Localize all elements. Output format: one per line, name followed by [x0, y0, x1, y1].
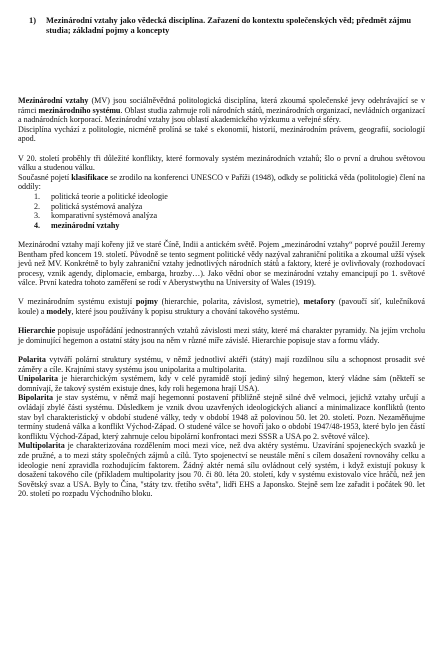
paragraph-conflicts: V 20. století proběhly tři důležité konflikty, které formovaly systém mezinárodních vztahů; šlo o první a druhou světovou válku a studenou válku. [18, 153, 425, 173]
heading-text: Mezinárodní vztahy jako vědecká disciplína. Zařazení do kontextu společenských věd; předmět zájmu studia; základní pojmy a koncepty [46, 16, 412, 36]
paragraph-definition: Mezinárodní vztahy (MV) jsou sociálněvědná politologická disciplína, která zkoumá společenské jevy odehrávající se v rámci mezinárodního systému. Oblast studia zahrnuje roli národních států, mezinárodních organizací, nevládních organizací a nadnárodních korporací. Mezinárodní vztahy jsou oblastí akademického výzkumu a veřejné sféry. [18, 96, 425, 125]
paragraph-concepts: V mezinárodním systému existují pojmy (hierarchie, polarita, závislost, symetrie), metafory (pavoučí síť, kulečníková koule) a modely, které jsou používány k popisu struktury a chování takového systému. [18, 297, 426, 317]
term-polarita: Polarita [18, 355, 46, 365]
term-modely: modely [46, 307, 72, 317]
document-body [18, 96, 425, 499]
list-item: 4. mezinárodní vztahy [34, 220, 120, 230]
term-metafory: metafory [303, 297, 335, 307]
term-mezinarodni-system: mezinárodního systému [38, 105, 121, 115]
paragraph-hierarchie: Hierarchie popisuje uspořádání jednostranných vztahů závislosti mezi státy, které má charakter pyramidy. Na jejím vrcholu je dominující hegemon a ostatní státy jsou na něm v různé míře závislé. Hierarchie popisuje stav a formu vlády. [18, 326, 425, 345]
term-multipolarita: Multipolarita [18, 441, 65, 451]
classification-list [18, 192, 425, 230]
list-item: 3. komparativní systémová analýza [34, 211, 158, 221]
paragraph-disciplines: Disciplína vychází z politologie, nicméně prolíná se také s ekonomií, historií, mezinárodním právem, geografií, sociologií apod. [18, 124, 425, 144]
heading-number: 1) [29, 16, 36, 25]
term-bipolarita: Bipolarita [18, 393, 54, 403]
paragraph-polarita: Polarita vytváří polární struktury systému, v němž jednotliví aktéři (státy) mají rozdílnou sílu a schopnost prosadit své záměry a cíle. Krajními stavy systému jsou unipolarita a multipolarita. [18, 355, 425, 374]
term-klasifikace: klasifikace [71, 172, 109, 182]
paragraph-unipolarita: Unipolarita je hierarchickým systémem, kdy v celé pyramidě stojí jediný silný hegemon, který vládne sám (někteří se domnívají, že takový systém existuje dnes, kdy roli hegemona hrají USA). [18, 374, 425, 393]
term-hierarchie: Hierarchie [18, 326, 56, 336]
term-pojmy: pojmy [135, 297, 158, 307]
term-unipolarita: Unipolarita [18, 374, 59, 384]
list-item: 1. politická teorie a politické ideologie [34, 191, 168, 201]
paragraph-multipolarita: Multipolarita je charakterizována rozdělením moci mezi více, než dva aktéry systému. Uzavírání spojeneckých svazků je zde pružné, a to mezi státy společných zájmů a cílů. Tyto spojenectví se neustále mění s cílem dosažení rovnováhy celku a ideologie není zpravidla rozhodujícím faktorem. Žádný aktér nemá sílu ovládnout celý systém, i když existují pokusy k dosažení takového cíle (příkladem multipolarity jsou 70. či 80. léta 20. století, kdy v systému existovalo více hráčů, než jen Sovětský svaz a USA. Byly to Čína, "státy tzv. třetího světa", lidři EHS a Japonsko. Stejně sem lze zařadit i počátek 90. let 20. století po rozpadu Východního bloku. [18, 441, 425, 499]
term-mezinarodni-vztahy: Mezinárodní vztahy [18, 96, 89, 105]
paragraph-bipolarita: Bipolarita je stav systému, v němž mají hegemonní postavení přibližně stejně silné dvě velmoci, jejichž vztahy určují a ovládají zbylé části systému. Důsledkem je vznik dvou uzavřených ideologických aliancí a minimalizace konfliktů (tento stav byl charakteristický v období studené války, tedy v období 1948 až polovinou 50. let 20. století. Pozn. Nezaměňujme termíny studená válka a konflikt Východ-Západ. O studené válce se hovoří jako o období 1947/48-1953, které bylo jen částí konfliktu Východ-Západ, který zahrnuje celou bipolární konfrontaci mezi SSSR a USA po 2. světové válce). [18, 393, 425, 441]
list-item: 2. politická systémová analýza [34, 201, 143, 211]
paragraph-classification: Současné pojetí klasifikace se zrodilo na konferenci UNESCO v Paříži (1948), odkdy se politická věda (politologie) člení na oddíly: [18, 172, 425, 192]
section-heading [29, 16, 421, 36]
paragraph-history: Mezinárodní vztahy mají kořeny již ve staré Číně, Indii a antickém světě. Pojem „mezinárodní vztahy“ poprvé použil Jeremy Bentham před koncem 19. století. Původně se tento segment politické vědy nazýval zahraniční politika a zkoumal užší výsek jevů než MV. Konkrétně to byly zahraniční vztahy jednotlivých národních států a faktory, které je ovlivňovaly (rozhodovací procesy, vznik agendy, diplomacie, embarga, hrozby…). Jako vědní obor se mezinárodní vztahy emancipují po 1. světové válce. První katedra tohoto zaměření se rodí v Aberystwythu na University of Wales (1919). [18, 239, 425, 288]
